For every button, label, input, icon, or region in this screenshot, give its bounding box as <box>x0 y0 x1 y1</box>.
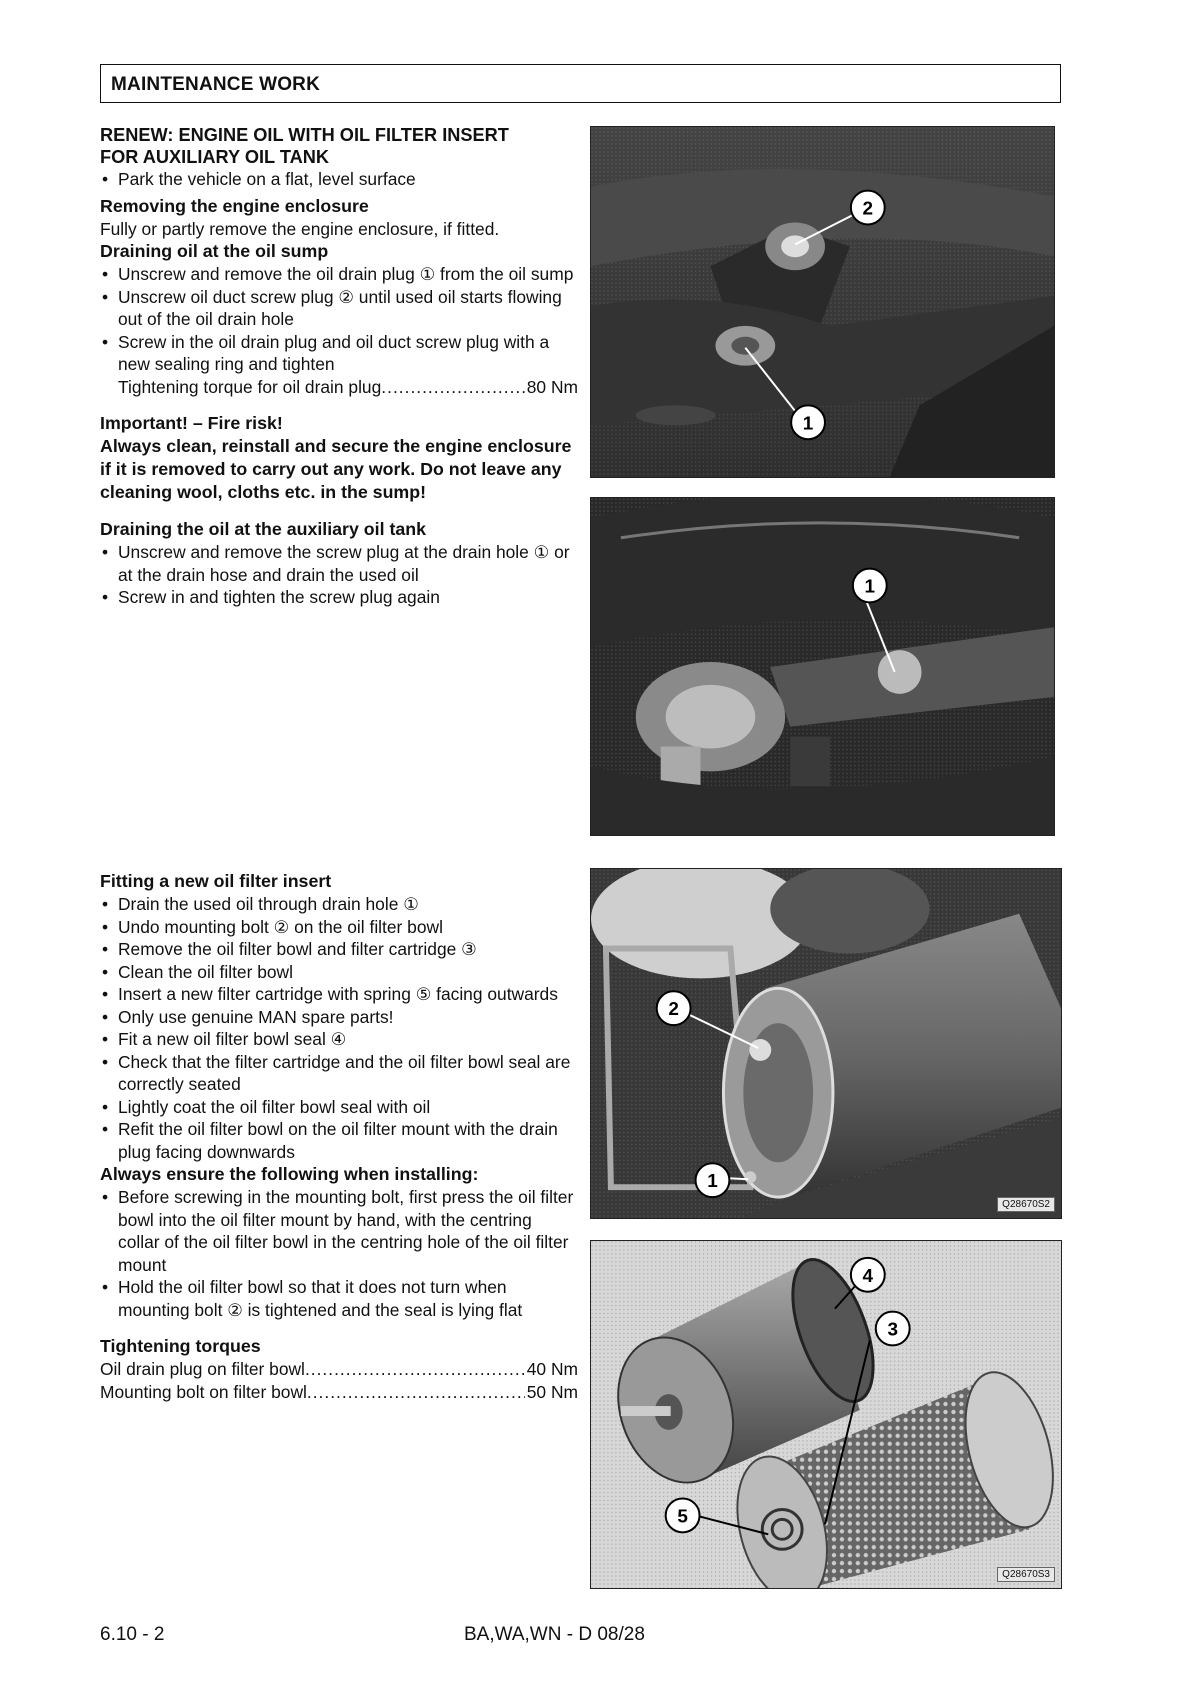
list-item: • Undo mounting bolt ② on the oil filter bowl <box>100 916 578 939</box>
list-item: • Screw in and tighten the screw plug again <box>100 586 578 609</box>
list-item: • Lightly coat the oil filter bowl seal with oil <box>100 1096 578 1119</box>
callout-label: 1 <box>707 1171 718 1193</box>
park-list <box>100 168 578 191</box>
photo-oil-filter-mounted <box>590 868 1062 1219</box>
section1-title-line2: FOR AUXILIARY OIL TANK <box>100 147 330 167</box>
removing-title: Removing the engine enclosure <box>100 195 369 216</box>
list-item: • Fit a new oil filter bowl seal ④ <box>100 1028 578 1051</box>
callout-label: 3 <box>887 1319 898 1341</box>
image-code: Q28670S2 <box>997 1197 1055 1212</box>
torque-row-drain <box>100 1358 578 1381</box>
list-item: • Unscrew and remove the oil drain plug ① from the oil sump <box>100 263 578 286</box>
draining-sump-title: Draining oil at the oil sump <box>100 241 329 261</box>
list-item: • Drain the used oil through drain hole ① <box>100 893 578 916</box>
callout-label: 5 <box>677 1506 688 1528</box>
ensure-bullets <box>100 1186 578 1321</box>
filter-insert-title: Fitting a new oil filter insert <box>100 871 332 891</box>
section2-text <box>100 870 578 1403</box>
oil-sump-illustration <box>591 127 1054 477</box>
leader-dots <box>381 376 524 399</box>
photo-oil-sump <box>590 126 1055 478</box>
section-header <box>100 64 1061 103</box>
list-item: • Before screwing in the mounting bolt, first press the oil filter bowl into the oil filter mount by hand, with the centring collar of the oil filter bowl in the centring hole of the oil filter mount <box>100 1186 578 1276</box>
leader-dots <box>305 1358 525 1381</box>
list-item: • Refit the oil filter bowl on the oil filter mount with the drain plug facing downwards <box>100 1118 578 1163</box>
callout-label: 2 <box>862 198 874 220</box>
list-item: • Insert a new filter cartridge with spring ⑤ facing outwards <box>100 983 578 1006</box>
warning-heading: Important! – Fire risk! <box>100 413 283 433</box>
leader-dots <box>307 1381 525 1404</box>
callout-label: 2 <box>668 999 679 1021</box>
list-item: • Check that the filter cartridge and the oil filter bowl seal are correctly seated <box>100 1051 578 1096</box>
filter-parts-illustration <box>591 1241 1061 1588</box>
photo-filter-parts <box>590 1240 1062 1589</box>
document-reference: BA,WA,WN - D 08/28 <box>464 1624 645 1645</box>
torque-row-bolt <box>100 1381 578 1404</box>
list-item: • Only use genuine MAN spare parts! <box>100 1006 578 1029</box>
page-number: 6.10 - 2 <box>100 1624 165 1645</box>
torques-title: Tightening torques <box>100 1336 261 1356</box>
header-title: MAINTENANCE WORK <box>111 74 321 95</box>
section1-title-line1: RENEW: ENGINE OIL WITH OIL FILTER INSERT <box>100 125 509 145</box>
bullet-park: • Park the vehicle on a flat, level surface <box>100 168 578 191</box>
torque-label: Oil drain plug on filter bowl <box>100 1359 305 1379</box>
callout-label: 1 <box>802 413 814 435</box>
list-item: • Screw in the oil drain plug and oil duct screw plug with a new sealing ring and tighten <box>100 331 578 376</box>
aux-bullets <box>100 541 578 609</box>
torque-label: Tightening torque for oil drain plug <box>118 376 382 397</box>
list-item: • Hold the oil filter bowl so that it does not turn when mounting bolt ② is tightened and the seal is lying flat <box>100 1276 578 1321</box>
oil-filter-mounted-illustration <box>591 869 1061 1218</box>
callout-label: 1 <box>864 576 876 598</box>
torque-row-sump <box>100 376 578 399</box>
list-item: • Clean the oil filter bowl <box>100 961 578 984</box>
image-code: Q28670S3 <box>997 1567 1055 1582</box>
torque-value: 80 Nm <box>526 376 578 397</box>
section1-text <box>100 124 578 609</box>
warning-text: Always clean, reinstall and secure the engine enclosure if it is removed to carry out any work. Do not leave any cleaning wool, cloths etc. in the sump! <box>100 436 572 502</box>
list-item: • Remove the oil filter bowl and filter cartridge ③ <box>100 938 578 961</box>
filter-bullets <box>100 893 578 1163</box>
callout-label: 4 <box>862 1265 874 1287</box>
torque-value: 40 Nm <box>526 1359 578 1379</box>
torque-value: 50 Nm <box>526 1381 578 1402</box>
aux-tank-title: Draining the oil at the auxiliary oil tank <box>100 519 427 539</box>
list-item: • Unscrew oil duct screw plug ② until used oil starts flowing out of the oil drain hole <box>100 286 578 331</box>
ensure-title: Always ensure the following when installing: <box>100 1164 479 1184</box>
sump-bullets <box>100 263 578 376</box>
removing-text: Fully or partly remove the engine enclosure, if fitted. <box>100 218 500 239</box>
list-item: • Unscrew and remove the screw plug at the drain hole ① or at the drain hose and drain the used oil <box>100 541 578 586</box>
photo-auxiliary-tank <box>590 497 1055 836</box>
torque-label: Mounting bolt on filter bowl <box>100 1381 307 1402</box>
auxiliary-tank-illustration <box>591 498 1054 835</box>
